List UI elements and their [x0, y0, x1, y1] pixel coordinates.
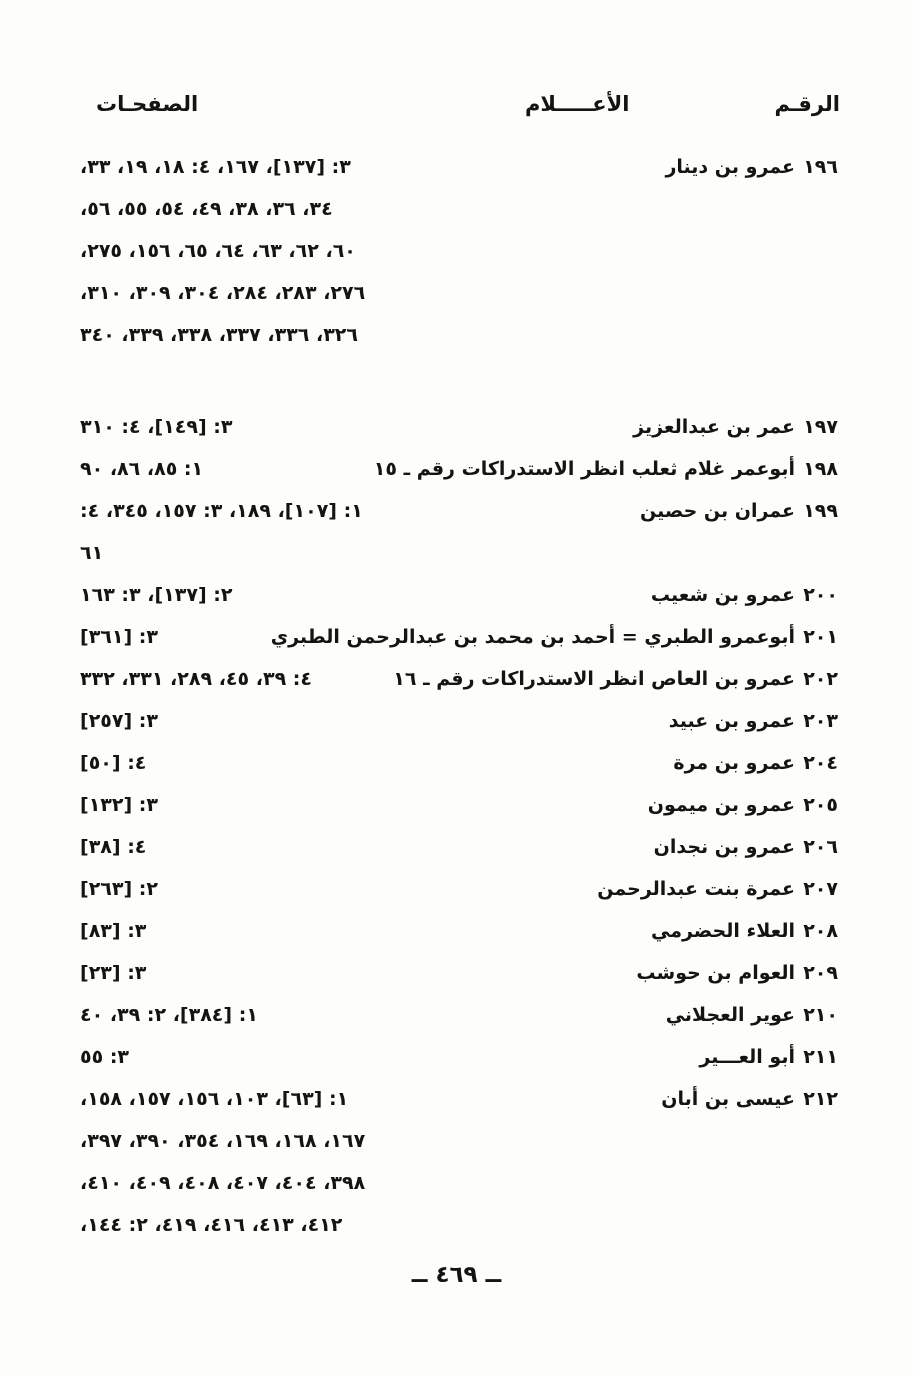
- entry-name: العلاء الحضرمي: [651, 920, 795, 942]
- entry-number: ٢١١: [803, 1046, 838, 1068]
- entry-pages: ٤: [٣٨]: [80, 836, 147, 858]
- index-entry: [0, 616, 913, 658]
- entry-pages: ٢: [١٣٧]، ٣: ١٦٣: [80, 584, 233, 606]
- entry-pages: ٣: [٨٣]: [80, 920, 147, 942]
- entry-number: ٢٠٩: [803, 962, 838, 984]
- entry-number: ١٩٦: [803, 156, 838, 178]
- entry-pages: ٣: [١٤٩]، ٤: ٣١٠: [80, 416, 233, 438]
- index-entry: [0, 910, 913, 952]
- entry-number: ٢٠٠: [803, 584, 838, 606]
- entry-pages: ١: ٨٥، ٨٦، ٩٠: [80, 458, 204, 480]
- entry-name: العوام بن حوشب: [636, 962, 795, 984]
- entry-number: ٢٠١: [803, 626, 838, 648]
- entry-number: ٢٠٤: [803, 752, 838, 774]
- entry-name: أبوعمر غلام ثعلب انظر الاستدراكات رقم ـ ١٥: [373, 458, 795, 480]
- pages-column-header: الصفحـات: [96, 92, 199, 116]
- entry-number: ٢١٢: [803, 1088, 838, 1110]
- index-entry: [0, 448, 913, 490]
- index-entry: [0, 994, 913, 1036]
- entry-pages: ١: [٦٣]، ١٠٣، ١٥٦، ١٥٧، ١٥٨، ١٦٧، ١٦٨، ١٦٩، ٣٥٤، ٣٩٠، ٣٩٧، ٣٩٨، ٤٠٤، ٤٠٧، ٤٠٨، ٤٠٩، ٤١٠، ٤١٢، ٤١٣، ٤١٦، ٤١٩، ٢: ١٤٤،: [80, 1088, 366, 1236]
- entry-pages: ٤: ٣٩، ٤٥، ٢٨٩، ٣٣١، ٣٣٢: [80, 668, 312, 690]
- entry-name: عوير العجلاني: [665, 1004, 795, 1026]
- number-column-header: الرقـم: [774, 92, 840, 116]
- entry-name: عمرو بن العاص انظر الاستدراكات رقم ـ ١٦: [393, 668, 795, 690]
- entry-number: ٢١٠: [803, 1004, 838, 1026]
- entry-name: أبو العـــير: [699, 1046, 795, 1068]
- index-entry: [0, 784, 913, 826]
- index-entry: [0, 574, 913, 616]
- index-entry: [0, 826, 913, 868]
- entry-number: ٢٠٨: [803, 920, 838, 942]
- entry-number: ١٩٨: [803, 458, 838, 480]
- entry-number: ٢٠٥: [803, 794, 838, 816]
- index-entry: [0, 700, 913, 742]
- page-number-footer: ــ ٤٦٩ ــ: [411, 1262, 502, 1288]
- entry-pages: ١: [١٠٧]، ١٨٩، ٣: ١٥٧، ٣٤٥، ٤: ٦١: [80, 500, 363, 564]
- entry-name: عمرو بن شعيب: [650, 584, 795, 606]
- entry-number: ٢٠٣: [803, 710, 838, 732]
- index-entry: [0, 1036, 913, 1078]
- entry-number: ٢٠٦: [803, 836, 838, 858]
- index-header: [0, 92, 913, 126]
- entry-pages: ٢: [٢٦٣]: [80, 878, 158, 900]
- entry-pages: ٣: [٢٣]: [80, 962, 147, 984]
- entry-name: عمرو بن دينار: [665, 156, 795, 178]
- entry-name: عمرة بنت عبدالرحمن: [597, 878, 795, 900]
- entry-pages: ٤: [٥٠]: [80, 752, 147, 774]
- entry-number: ٢٠٧: [803, 878, 838, 900]
- entry-pages: ٣: [٣٦١]: [80, 626, 158, 648]
- entry-name: أبوعمرو الطبري = أحمد بن محمد بن عبدالرحمن الطبري: [270, 626, 795, 648]
- entry-pages: ١: [٣٨٤]، ٢: ٣٩، ٤٠: [80, 1004, 258, 1026]
- index-entry: [0, 406, 913, 448]
- index-entry: [0, 868, 913, 910]
- index-entry: [0, 146, 913, 356]
- index-entry: [0, 490, 913, 574]
- entry-number: ٢٠٢: [803, 668, 838, 690]
- entry-name: عمرو بن عبيد: [668, 710, 795, 732]
- entry-name: عيسى بن أبان: [661, 1088, 795, 1110]
- entry-pages: ٣: [١٣٧]، ١٦٧، ٤: ١٨، ١٩، ٣٣، ٣٤، ٣٦، ٣٨، ٤٩، ٥٤، ٥٥، ٥٦، ٦٠، ٦٢، ٦٣، ٦٤، ٦٥، ١٥٦، ٢٧٥، ٢٧٦، ٢٨٣، ٢٨٤، ٣٠٤، ٣٠٩، ٣١٠، ٣٢٦، ٣٣٦، ٣٣٧، ٣٣٨، ٣٣٩، ٣٤٠: [80, 156, 366, 346]
- entry-name: عمران بن حصين: [640, 500, 795, 522]
- entry-number: ١٩٧: [803, 416, 838, 438]
- entry-number: ١٩٩: [803, 500, 838, 522]
- entry-name: عمرو بن نجدان: [653, 836, 795, 858]
- index-entry: [0, 658, 913, 700]
- index-entries: [0, 146, 913, 1246]
- entry-pages: ٣: [١٣٢]: [80, 794, 158, 816]
- entry-name: عمر بن عبدالعزيز: [633, 416, 795, 438]
- entry-name: عمرو بن مرة: [673, 752, 795, 774]
- names-column-header: الأعـــــلام: [525, 92, 630, 116]
- entry-name: عمرو بن ميمون: [647, 794, 795, 816]
- index-entry: [0, 952, 913, 994]
- entry-pages: ٣: ٥٥: [80, 1046, 130, 1068]
- index-entry: [0, 742, 913, 784]
- entry-pages: ٣: [٢٥٧]: [80, 710, 158, 732]
- index-entry: [0, 1078, 913, 1246]
